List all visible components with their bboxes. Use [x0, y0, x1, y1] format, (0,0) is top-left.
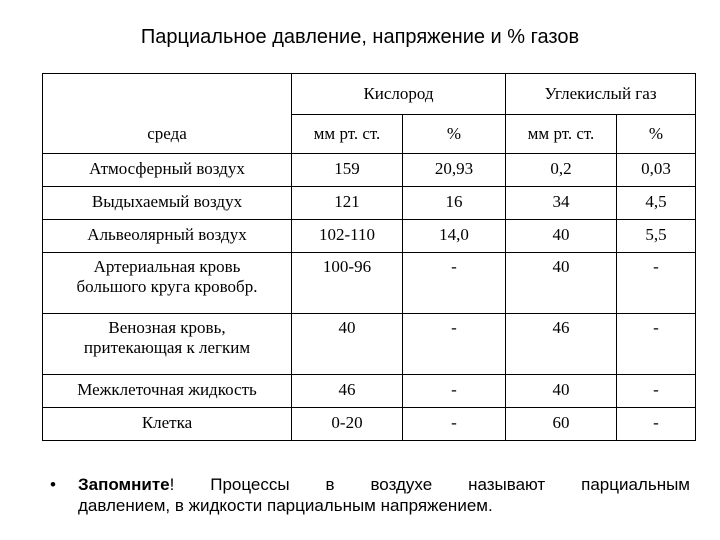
table-row [43, 375, 696, 408]
cell-co2-mm: 40 [506, 375, 617, 408]
table-header-row [43, 74, 696, 115]
cell-co2-pct: 0,03 [617, 154, 696, 187]
row-medium-line2: большого круга кровобр. [76, 277, 258, 296]
note-line2: давлением, в жидкости парциальным напряжением. [78, 496, 493, 515]
row-medium [43, 314, 292, 375]
cell-o2-mm: 40 [292, 314, 403, 375]
cell-o2-mm: 100-96 [292, 253, 403, 314]
cell-o2-mm: 159 [292, 154, 403, 187]
cell-o2-pct: 16 [403, 187, 506, 220]
cell-o2-mm: 121 [292, 187, 403, 220]
cell-co2-pct: - [617, 408, 696, 441]
cell-o2-pct: 14,0 [403, 220, 506, 253]
row-medium: Альвеолярный воздух [43, 220, 292, 253]
bullet-icon: • [50, 475, 56, 494]
cell-co2-mm: 40 [506, 220, 617, 253]
cell-o2-mm: 102-110 [292, 220, 403, 253]
note-line1-rest: ! Процессы в воздухе называют парциальным [169, 475, 690, 494]
cell-o2-pct: - [403, 253, 506, 314]
row-medium: Атмосферный воздух [43, 154, 292, 187]
table-row [43, 187, 696, 220]
cell-co2-mm: 40 [506, 253, 617, 314]
table-row [43, 154, 696, 187]
table-row [43, 253, 696, 314]
cell-co2-mm: 0,2 [506, 154, 617, 187]
table-row [43, 314, 696, 375]
cell-co2-mm: 34 [506, 187, 617, 220]
cell-o2-pct: 20,93 [403, 154, 506, 187]
row-medium: Клетка [43, 408, 292, 441]
cell-co2-pct: - [617, 375, 696, 408]
header-co2-mm: мм рт. ст. [506, 115, 617, 154]
table-row [43, 220, 696, 253]
cell-co2-pct: - [617, 314, 696, 375]
row-medium-line1: Венозная кровь, [108, 318, 226, 337]
remember-note [50, 474, 690, 516]
cell-o2-mm: 46 [292, 375, 403, 408]
row-medium-line1: Артериальная кровь [93, 257, 241, 276]
row-medium: Выдыхаемый воздух [43, 187, 292, 220]
row-medium-line2: притекающая к легким [83, 338, 251, 357]
table-row [43, 408, 696, 441]
gas-pressure-table [42, 73, 696, 441]
table-subheader-row [43, 115, 696, 154]
header-oxygen: Кислород [292, 74, 506, 115]
header-medium: среда [43, 115, 292, 154]
header-o2-mm: мм рт. ст. [292, 115, 403, 154]
cell-o2-pct: - [403, 408, 506, 441]
header-co2: Углекислый газ [506, 74, 696, 115]
note-line1 [78, 474, 690, 495]
cell-o2-pct: - [403, 314, 506, 375]
cell-co2-pct: 5,5 [617, 220, 696, 253]
row-medium: Межклеточная жидкость [43, 375, 292, 408]
header-o2-pct: % [403, 115, 506, 154]
cell-co2-pct: 4,5 [617, 187, 696, 220]
header-co2-pct: % [617, 115, 696, 154]
cell-co2-mm: 60 [506, 408, 617, 441]
note-bold: Запомните [78, 475, 170, 494]
cell-co2-mm: 46 [506, 314, 617, 375]
cell-o2-mm: 0-20 [292, 408, 403, 441]
header-empty-cell [43, 74, 292, 115]
page-title: Парциальное давление, напряжение и % газов [140, 26, 580, 48]
cell-co2-pct: - [617, 253, 696, 314]
row-medium [43, 253, 292, 314]
cell-o2-pct: - [403, 375, 506, 408]
